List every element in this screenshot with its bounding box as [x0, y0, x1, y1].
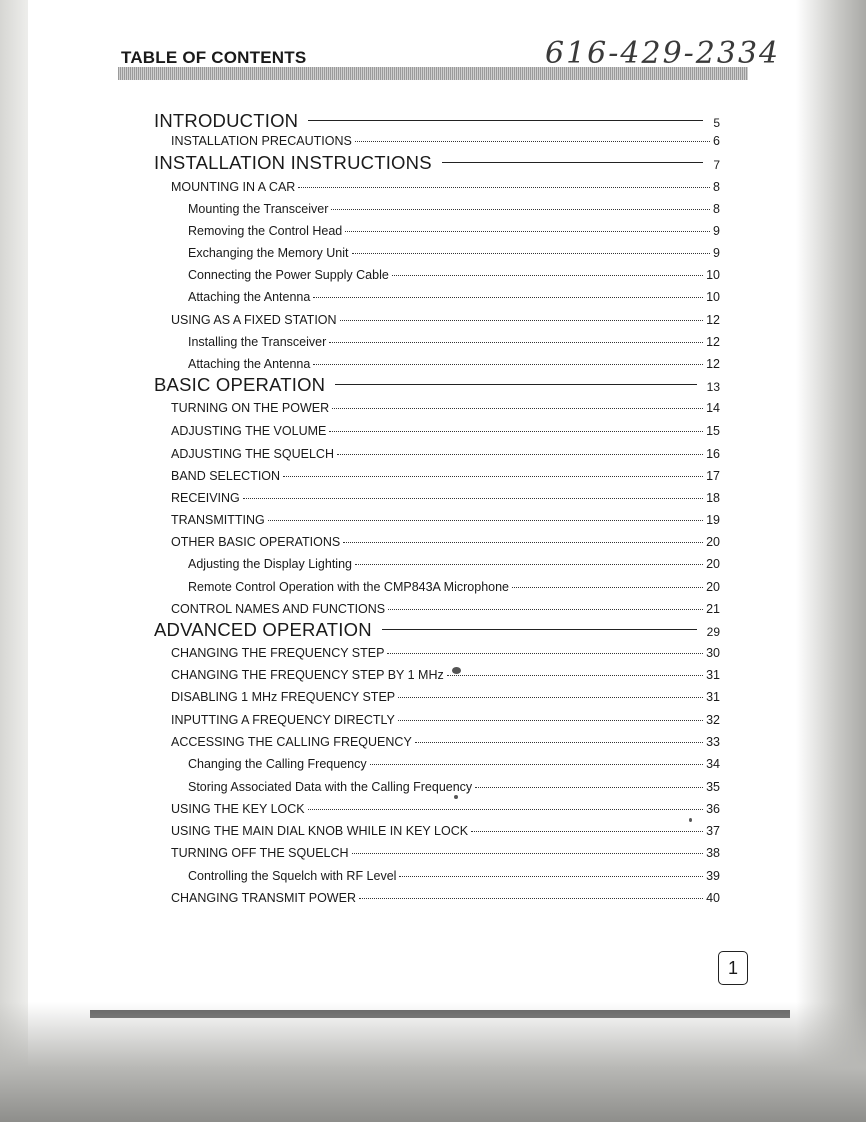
toc-entry	[188, 580, 720, 594]
toc-entry-title: Mounting the Transceiver	[188, 202, 329, 216]
toc-entry	[171, 134, 720, 148]
toc-entry	[171, 690, 720, 704]
ink-speck	[454, 795, 458, 799]
page-number: 1	[718, 951, 748, 985]
toc-leader	[331, 208, 710, 210]
toc-entry	[188, 224, 720, 238]
toc-leader	[355, 140, 710, 142]
toc-leader	[355, 563, 703, 565]
toc-leader	[512, 586, 703, 588]
toc-entry	[188, 357, 720, 371]
toc-entry-title: Attaching the Antenna	[188, 290, 311, 304]
toc-entry-page: 10	[706, 268, 720, 282]
toc-entry-title: CHANGING THE FREQUENCY STEP BY 1 MHz	[171, 668, 444, 682]
scan-shadow	[0, 1002, 866, 1122]
toc-leader	[340, 319, 704, 321]
toc-entry-page: 13	[706, 380, 720, 394]
toc-entry	[188, 780, 720, 794]
toc-entry	[188, 335, 720, 349]
handwritten-note: 616-429-2334	[545, 36, 781, 71]
toc-entry-title: USING THE KEY LOCK	[171, 802, 305, 816]
toc-entry-title: Connecting the Power Supply Cable	[188, 268, 389, 282]
toc-entry	[188, 757, 720, 771]
toc-entry	[171, 424, 720, 438]
toc-entry-title: DISABLING 1 MHz FREQUENCY STEP	[171, 690, 396, 704]
toc-entry-page: 14	[706, 401, 720, 415]
toc-leader	[335, 384, 696, 385]
toc-entry-title: ACCESSING THE CALLING FREQUENCY	[171, 735, 412, 749]
toc-entry	[188, 268, 720, 282]
toc-entry	[171, 668, 720, 682]
toc-leader	[352, 852, 704, 854]
toc-entry-title: ADJUSTING THE VOLUME	[171, 424, 327, 438]
toc-entry-page: 7	[713, 158, 720, 172]
toc-entry-page: 19	[706, 513, 720, 527]
toc-entry-page: 21	[706, 602, 720, 616]
toc-entry-title: Controlling the Squelch with RF Level	[188, 869, 397, 883]
toc-entry-page: 34	[706, 757, 720, 771]
toc-leader	[359, 897, 703, 899]
toc-leader	[475, 786, 703, 788]
toc-leader	[398, 696, 703, 698]
toc-entry-page: 32	[706, 713, 720, 727]
toc-entry	[188, 202, 720, 216]
toc-entry-title: Remote Control Operation with the CMP843A Microphone	[188, 580, 509, 594]
toc-entry-page: 37	[706, 824, 720, 838]
toc-entry-page: 12	[706, 357, 720, 371]
toc-entry	[171, 491, 720, 505]
toc-entry-title: CHANGING THE FREQUENCY STEP	[171, 646, 385, 660]
toc-leader	[382, 629, 697, 630]
toc-leader	[313, 363, 703, 365]
toc-entry	[188, 290, 720, 304]
toc-entry-title: INSTALLATION PRECAUTIONS	[171, 134, 352, 148]
toc-entry-title: Attaching the Antenna	[188, 357, 311, 371]
toc-leader	[329, 341, 703, 343]
toc-entry-page: 30	[706, 646, 720, 660]
toc-leader	[345, 230, 710, 232]
toc-entry-title: INSTALLATION INSTRUCTIONS	[154, 152, 432, 173]
toc-leader	[442, 162, 704, 163]
toc-entry-page: 8	[713, 180, 720, 194]
toc-entry-page: 36	[706, 802, 720, 816]
toc-leader	[415, 741, 703, 743]
toc-entry	[154, 619, 720, 641]
toc-leader	[352, 252, 711, 254]
toc-entry-page: 10	[706, 290, 720, 304]
toc-entry-page: 9	[713, 246, 720, 260]
toc-entry-page: 5	[713, 116, 720, 130]
toc-entry	[171, 180, 720, 194]
toc-entry	[171, 824, 720, 838]
toc-leader	[298, 186, 710, 188]
toc-entry-page: 18	[706, 491, 720, 505]
toc-leader	[308, 120, 703, 121]
toc-entry-title: Changing the Calling Frequency	[188, 757, 367, 771]
toc-leader	[268, 519, 703, 521]
toc-entry-title: CONTROL NAMES AND FUNCTIONS	[171, 602, 386, 616]
toc-entry-page: 35	[706, 780, 720, 794]
toc-entry	[171, 469, 720, 483]
toc-entry-title: Removing the Control Head	[188, 224, 343, 238]
toc-leader	[283, 475, 703, 477]
toc-entry-page: 31	[706, 668, 720, 682]
toc-entry-page: 6	[713, 134, 720, 148]
toc-leader	[243, 497, 703, 499]
toc-entry-title: CHANGING TRANSMIT POWER	[171, 891, 356, 905]
toc-leader	[332, 407, 703, 409]
toc-entry	[171, 602, 720, 616]
scan-shadow	[796, 0, 866, 1122]
toc-entry-title: USING THE MAIN DIAL KNOB WHILE IN KEY LOCK	[171, 824, 469, 838]
toc-entry	[171, 891, 720, 905]
toc-entry-page: 20	[706, 580, 720, 594]
toc-entry-page: 38	[706, 846, 720, 860]
toc-entry-title: TURNING ON THE POWER	[171, 401, 330, 415]
toc-entry-page: 33	[706, 735, 720, 749]
page-title: TABLE OF CONTENTS	[121, 48, 307, 67]
toc-entry	[171, 802, 720, 816]
toc-entry	[154, 374, 720, 396]
toc-entry-page: 15	[706, 424, 720, 438]
toc-entry	[171, 313, 720, 327]
toc-entry	[171, 846, 720, 860]
toc-entry	[171, 401, 720, 415]
toc-entry-page: 20	[706, 557, 720, 571]
toc-entry	[188, 246, 720, 260]
toc-entry-title: MOUNTING IN A CAR	[171, 180, 296, 194]
toc-leader	[398, 719, 703, 721]
toc-entry-page: 8	[713, 202, 720, 216]
toc-leader	[313, 296, 703, 298]
toc-entry	[154, 110, 720, 132]
toc-entry	[188, 557, 720, 571]
toc-leader	[308, 808, 703, 810]
toc-entry-page: 12	[706, 313, 720, 327]
toc-entry-title: Adjusting the Display Lighting	[188, 557, 352, 571]
toc-entry-title: ADJUSTING THE SQUELCH	[171, 447, 334, 461]
toc-leader	[399, 875, 703, 877]
toc-entry-title: TRANSMITTING	[171, 513, 265, 527]
toc-entry-page: 12	[706, 335, 720, 349]
toc-entry	[171, 646, 720, 660]
toc-leader	[388, 608, 703, 610]
toc-entry-title: Exchanging the Memory Unit	[188, 246, 349, 260]
toc-entry-title: Installing the Transceiver	[188, 335, 327, 349]
toc-entry-title: USING AS A FIXED STATION	[171, 313, 337, 327]
toc-entry	[188, 869, 720, 883]
toc-entry-title: BAND SELECTION	[171, 469, 281, 483]
toc-leader	[471, 830, 703, 832]
toc-entry-page: 31	[706, 690, 720, 704]
toc-leader	[447, 674, 703, 676]
toc-entry-title: BASIC OPERATION	[154, 374, 326, 395]
toc-entry	[171, 735, 720, 749]
toc-entry-page: 16	[706, 447, 720, 461]
toc-entry-title: INPUTTING A FREQUENCY DIRECTLY	[171, 713, 395, 727]
toc-entry-page: 29	[706, 625, 720, 639]
toc-entry-title: INTRODUCTION	[154, 110, 299, 131]
ink-speck	[452, 667, 461, 674]
toc-entry-title: OTHER BASIC OPERATIONS	[171, 535, 341, 549]
toc-entry	[171, 713, 720, 727]
toc-entry-title: RECEIVING	[171, 491, 240, 505]
toc-entry-page: 17	[706, 469, 720, 483]
toc-leader	[387, 652, 703, 654]
toc-entry	[154, 152, 720, 174]
toc-leader	[392, 274, 703, 276]
toc-leader	[343, 541, 703, 543]
toc-leader	[337, 453, 703, 455]
toc-entry	[171, 513, 720, 527]
toc-entry-title: TURNING OFF THE SQUELCH	[171, 846, 349, 860]
toc-entry-page: 9	[713, 224, 720, 238]
toc-entry	[171, 535, 720, 549]
toc-entry-title: ADVANCED OPERATION	[154, 619, 372, 640]
toc-leader	[370, 763, 704, 765]
toc-entry-page: 39	[706, 869, 720, 883]
toc-entry-page: 20	[706, 535, 720, 549]
toc-entry-page: 40	[706, 891, 720, 905]
toc-entry-title: Storing Associated Data with the Calling Frequency	[188, 780, 473, 794]
toc-entry	[171, 447, 720, 461]
toc-leader	[329, 430, 703, 432]
ink-speck	[689, 818, 692, 822]
